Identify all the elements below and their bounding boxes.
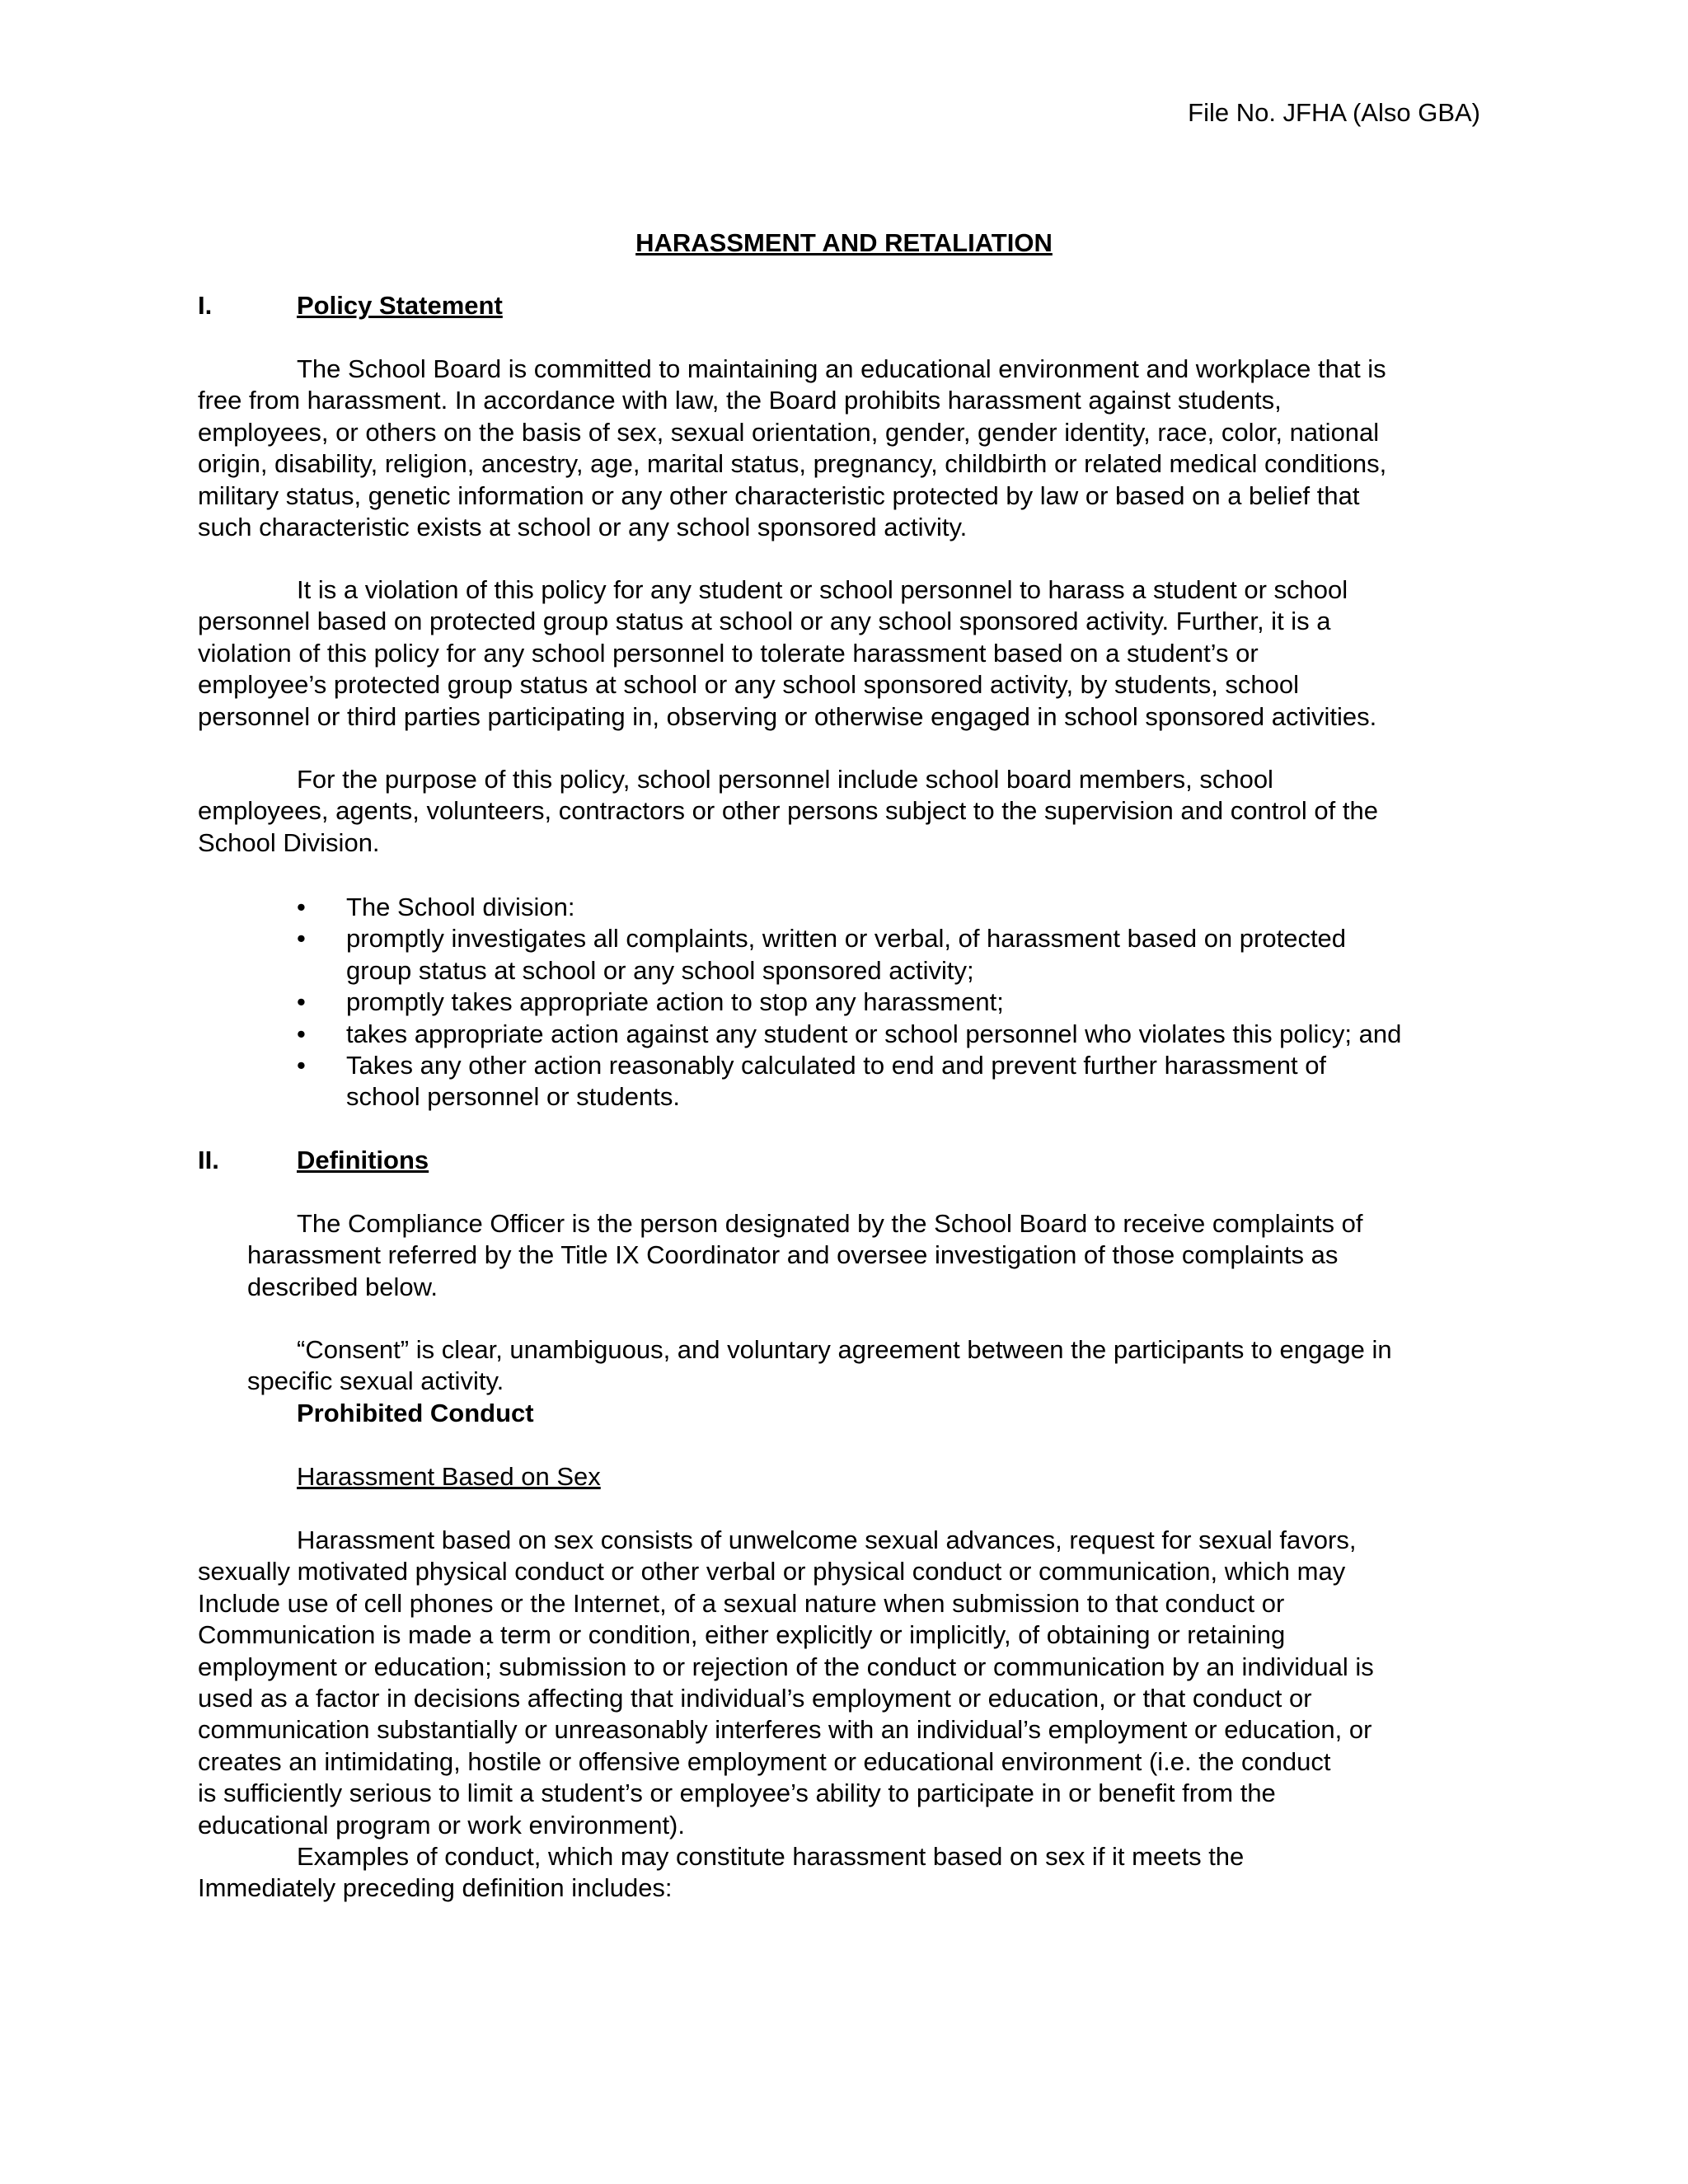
policy-paragraph-1	[198, 354, 1500, 543]
bullet-icon: •	[297, 924, 306, 954]
policy-paragraph-2	[198, 574, 1500, 733]
paragraph-text: “Consent” is clear, unambiguous, and voluntary agreement between the participants to engage in specific sexual activity.	[247, 1335, 1392, 1396]
definition-compliance-officer	[247, 1208, 1517, 1303]
policy-paragraph-3	[198, 764, 1500, 859]
section-heading-definitions	[198, 1145, 429, 1176]
section-title: Policy Statement	[297, 291, 503, 320]
paragraph-text: It is a violation of this policy for any student or school personnel to harass a student or school personnel based on protected group status at school or any school sponsored activity. Further, it is a violation of this policy for any school personnel to tolerate harassment based on a student’s or employee’s protected group status at school or any school sponsored activity, by students, school personnel or third parties participating in, observing or otherwise engaged in school sponsored activities.	[198, 575, 1377, 731]
section-number: II.	[198, 1146, 219, 1174]
school-division-duties-list	[297, 892, 1533, 1113]
bullet-icon: •	[297, 1051, 306, 1080]
prohibited-conduct-heading: Prohibited Conduct	[297, 1399, 534, 1427]
section-number: I.	[198, 291, 213, 320]
section-title: Definitions	[297, 1146, 429, 1174]
document-title: HARASSMENT AND RETALIATION	[635, 228, 1053, 257]
file-number: File No. JFHA (Also GBA)	[1188, 98, 1480, 127]
section-heading-policy-statement	[198, 290, 503, 321]
paragraph-text: Harassment based on sex consists of unwelcome sexual advances, request for sexual favors, sexually motivated physical conduct or other verbal or physical conduct or communication, which may Include use of cell phones or the Internet, of a sexual nature when submission to that conduct or Communication is made a term or condition, either explicitly or implicitly, of obtaining or retaining employment or education; submission to or rejection of the conduct or communication by an individual is used as a factor in decisions affecting that individual’s employment or education, or that conduct or communication substantially or unreasonably interferes with an individual’s employment or education, or creates an intimidating, hostile or offensive employment or educational environment (i.e. the conduct is sufficiently serious to limit a student’s or employee’s ability to participate in or benefit from the educational program or work environment).	[198, 1526, 1374, 1840]
bullet-icon: •	[297, 893, 306, 921]
paragraph-text: The Compliance Officer is the person designated by the School Board to receive complaints of harassment referred by the Title IX Coordinator and oversee investigation of those complaints as described below.	[247, 1209, 1363, 1301]
list-item-text: promptly investigates all complaints, written or verbal, of harassment based on protected group status at school or any school sponsored activity;	[346, 924, 1347, 985]
list-item-text: promptly takes appropriate action to stop any harassment;	[346, 987, 1004, 1017]
paragraph-text: The School Board is committed to maintaining an educational environment and workplace that is free from harassment. In accordance with law, the Board prohibits harassment against students, employees, or others on the basis of sex, sexual orientation, gender, gender identity, race, color, national origin, disability, religion, ancestry, age, marital status, pregnancy, childbirth or related medical conditions, military status, genetic information or any other characteristic protected by law or based on a belief that such characteristic exists at school or any school sponsored activity.	[198, 354, 1387, 542]
list-item-text: The School division:	[346, 893, 575, 921]
list-item	[297, 1019, 1533, 1050]
list-item	[297, 892, 1533, 923]
bullet-icon: •	[297, 1019, 306, 1048]
list-item	[297, 1050, 1533, 1113]
examples-intro-paragraph	[198, 1841, 1500, 1905]
list-item-text: Takes any other action reasonably calculated to end and prevent further harassment of school personnel or students.	[346, 1051, 1327, 1112]
list-item-text: takes appropriate action against any student or school personnel who violates this policy; and	[346, 1019, 1402, 1048]
bullet-icon: •	[297, 987, 306, 1017]
harassment-based-on-sex-heading: Harassment Based on Sex	[297, 1462, 601, 1491]
paragraph-text: For the purpose of this policy, school personnel include school board members, school employees, agents, volunteers, contractors or other persons subject to the supervision and control of the School Division.	[198, 765, 1378, 857]
paragraph-text: Examples of conduct, which may constitute harassment based on sex if it meets the Immediately preceding definition includes:	[198, 1842, 1245, 1903]
definition-consent	[247, 1334, 1517, 1398]
harassment-based-on-sex-definition	[198, 1525, 1500, 1841]
list-item	[297, 987, 1533, 1018]
list-item	[297, 923, 1533, 987]
